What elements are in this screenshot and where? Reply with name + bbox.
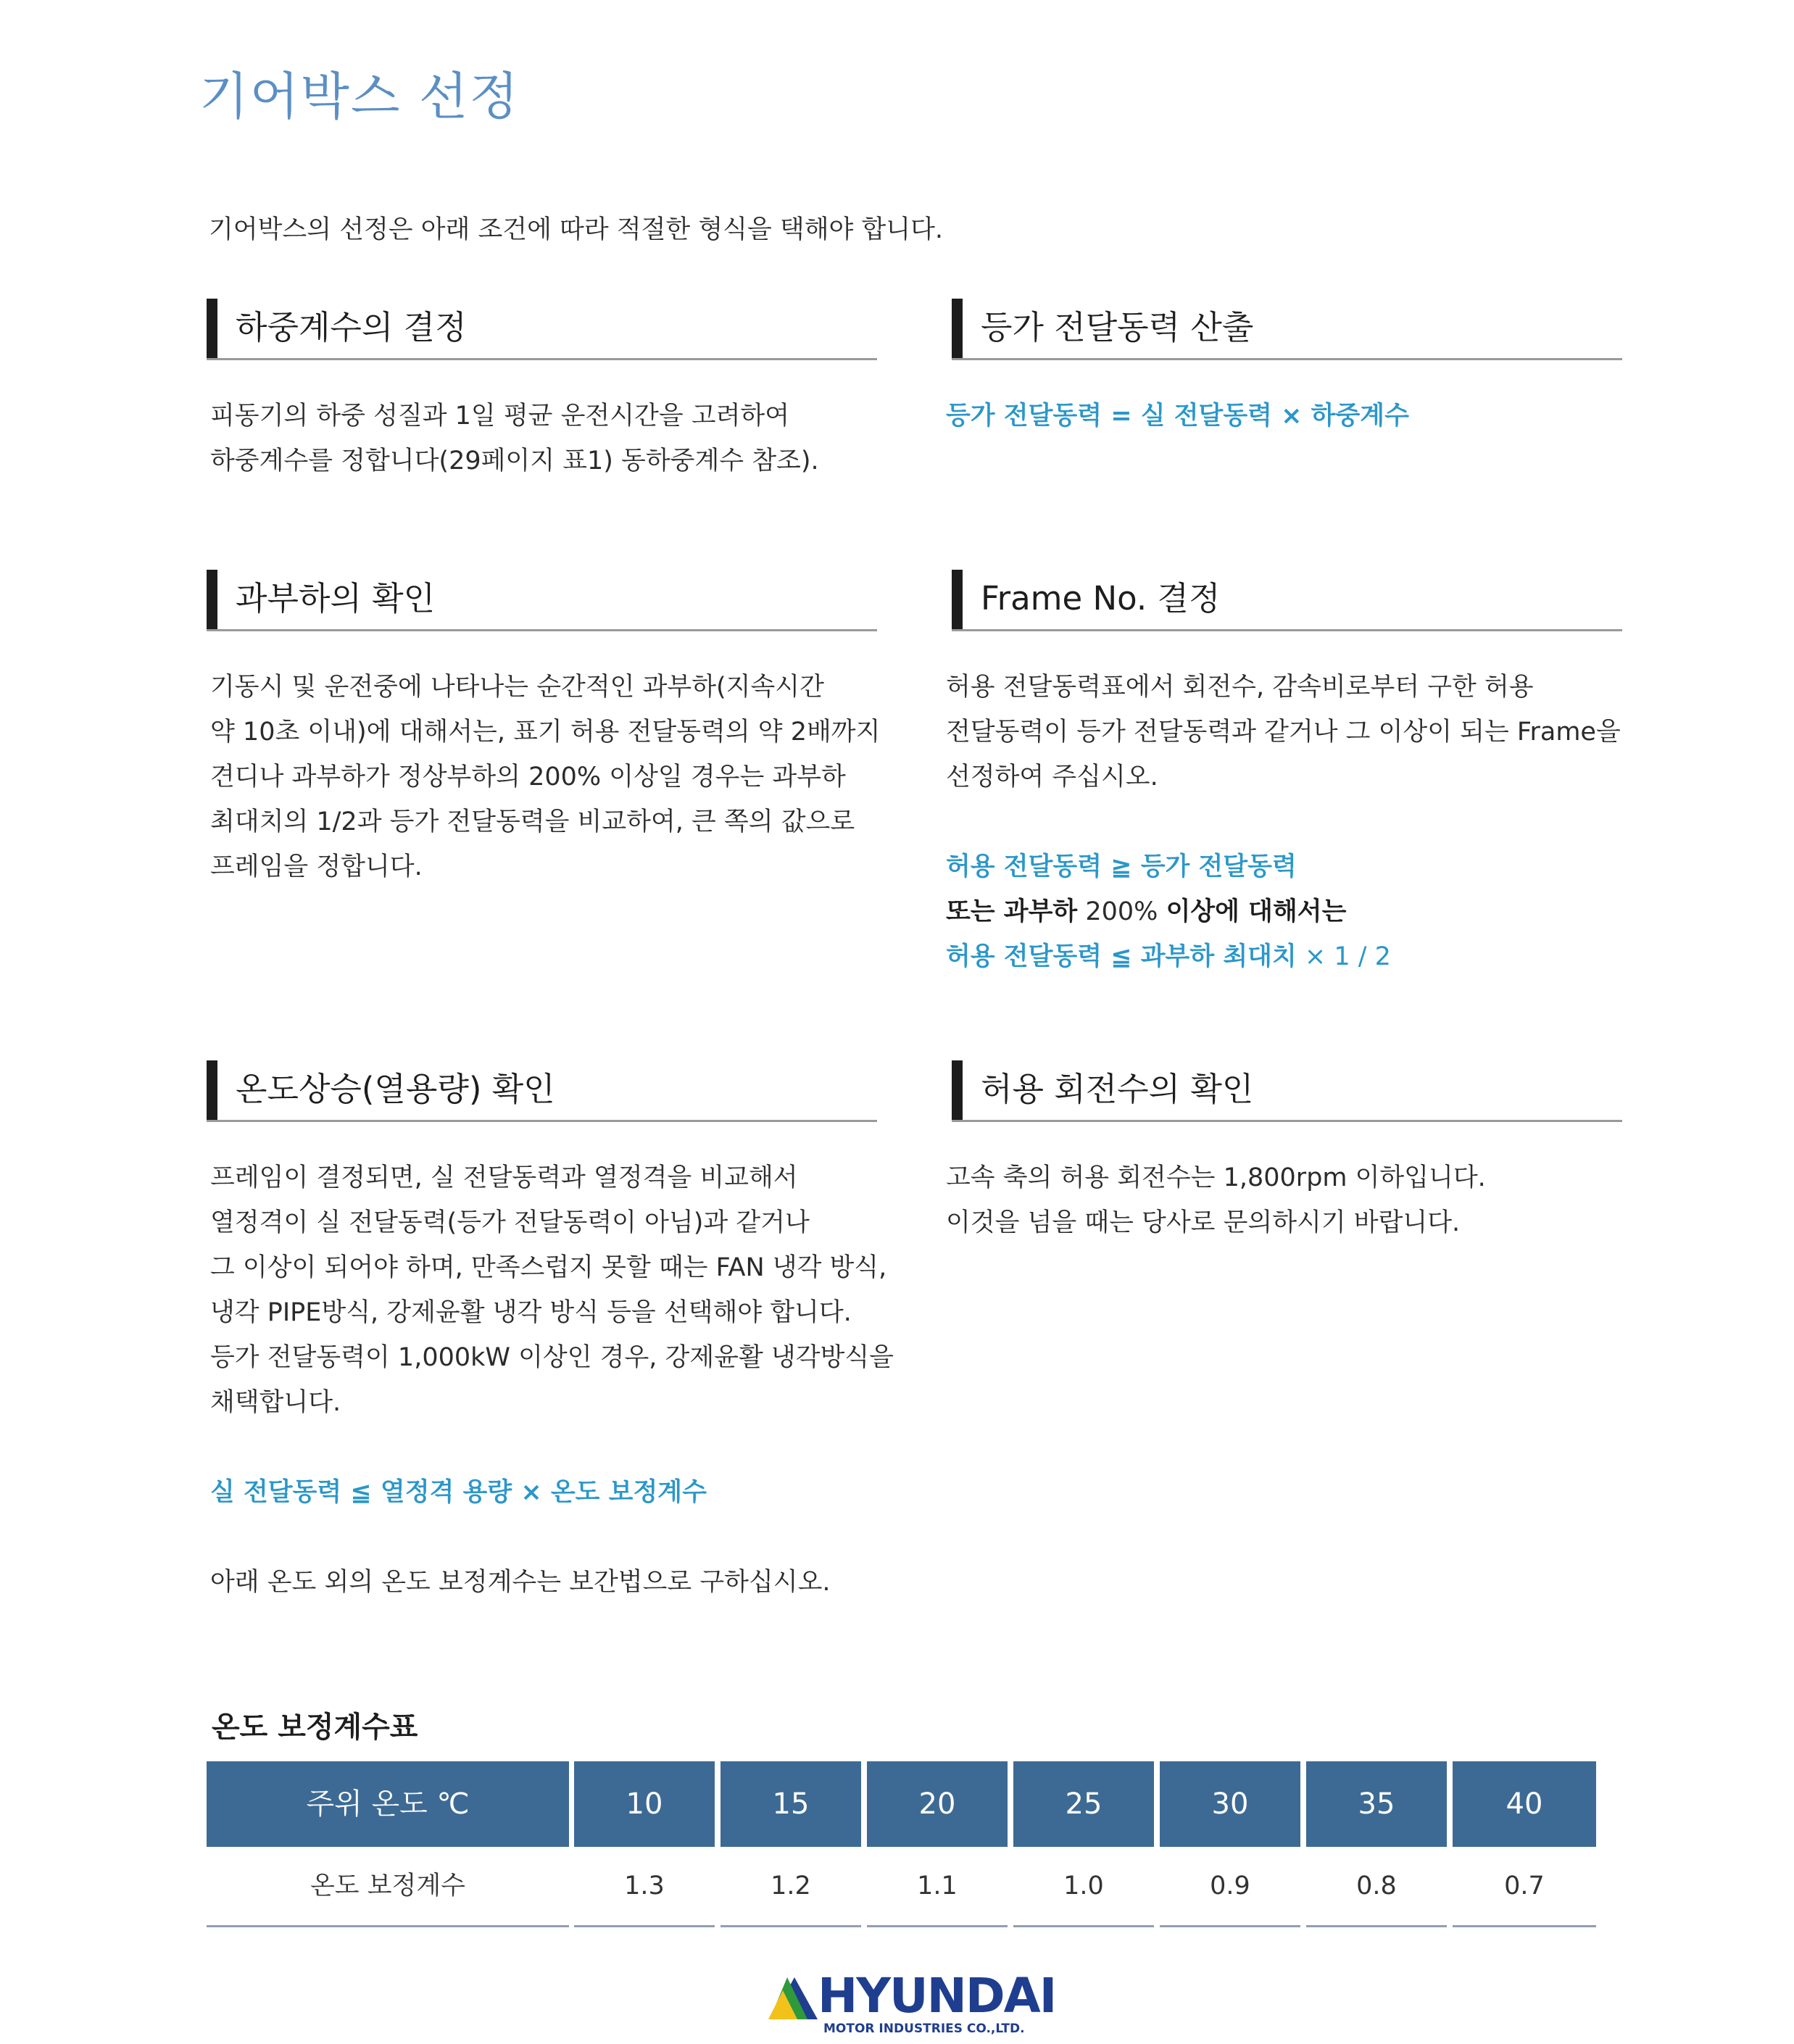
heading-bar [952,299,963,358]
text-line: 냉각 PIPE방식, 강제윤활 냉각 방식 등을 선택해야 합니다. [210,1298,852,1327]
spacer [210,1515,894,1560]
formula-main: 허용 전달동력 ≦ 과부하 최대치 [946,942,1297,971]
factor-cell: 0.8 [1306,1847,1447,1927]
factor-cell: 1.0 [1013,1847,1154,1927]
factor-cell: 0.7 [1453,1847,1596,1927]
note-value: 200% [1077,897,1166,926]
spacer [210,1425,894,1470]
text-line: 프레임이 결정되면, 실 전달동력과 열정격을 비교해서 [210,1163,798,1192]
heading-bar [207,570,217,629]
section-heading-frame-no [952,570,1622,631]
formula-tail: × 1 / 2 [1296,942,1391,971]
header-temp: 40 [1453,1761,1596,1847]
header-temp: 20 [867,1761,1008,1847]
text-line: 선정하여 주십시오. [946,763,1158,792]
heading-text: Frame No. 결정 [981,579,1221,618]
heading-bar [952,1060,963,1120]
spacer [946,799,1621,844]
note-prefix: 또는 과부하 [946,897,1078,926]
heading-bar [207,1060,217,1120]
factor-cell: 1.3 [574,1847,715,1927]
formula-thermal: 실 전달동력 ≦ 열정격 용량 × 온도 보정계수 [210,1478,707,1507]
formula-allowable-power: 허용 전달동력 ≧ 등가 전달동력 [946,852,1297,881]
heading-bar [207,299,217,358]
section-heading-overload [207,570,877,631]
note-suffix: 이상에 대해서는 [1166,897,1347,926]
interpolation-note: 아래 온도 외의 온도 보정계수는 보간법으로 구하십시오. [210,1568,831,1597]
logo-wordmark: HYUNDAI [818,1968,1056,2024]
text-line: 이것을 넘을 때는 당사로 문의하시기 바랍니다. [946,1208,1461,1237]
heading-bar [952,570,963,629]
logo-triangle-icon [768,1976,819,2021]
text-line: 허용 전달동력표에서 회전수, 감속비로부터 구한 허용 [946,673,1534,702]
overload-body [210,665,880,889]
heading-text: 등가 전달동력 산출 [981,308,1254,346]
text-line: 전달동력이 등가 전달동력과 같거나 그 이상이 되는 Frame을 [946,718,1621,747]
text-line: 등가 전달동력이 1,000kW 이상인 경우, 강제윤활 냉각방식을 [210,1343,894,1372]
text-line: 견디나 과부하가 정상부하의 200% 이상일 경우는 과부하 [210,763,846,792]
text-line: 그 이상이 되어야 하며, 만족스럽지 못할 때는 FAN 냉각 방식, [210,1253,887,1282]
overload-note [946,889,1621,934]
logo-subtitle: MOTOR INDUSTRIES CO.,LTD. [823,2022,1025,2036]
text-line: 약 10초 이내)에 대해서는, 표기 허용 전달동력의 약 2배까지 [210,718,881,747]
equivalent-power-body [946,394,1409,439]
section-heading-speed [952,1060,1622,1122]
text-line: 기동시 및 운전중에 나타나는 순간적인 과부하(지속시간 [210,673,824,702]
text-line: 열정격이 실 전달동력(등가 전달동력이 아님)과 같거나 [210,1208,810,1237]
frame-no-body [946,665,1621,979]
text-line: 고속 축의 허용 회전수는 1,800rpm 이하입니다. [946,1163,1486,1192]
text-line: 최대치의 1/2과 등가 전달동력을 비교하여, 큰 쪽의 값으로 [210,807,855,836]
speed-body [946,1155,1486,1245]
section-heading-load-factor [207,299,877,360]
intro-text: 기어박스의 선정은 아래 조건에 따라 적절한 형식을 택해야 합니다. [209,215,944,244]
header-temp: 35 [1306,1761,1447,1847]
header-temp: 15 [720,1761,861,1847]
text-line: 프레임을 정합니다. [210,852,423,881]
row-label: 온도 보정계수 [207,1847,569,1927]
header-temp: 25 [1013,1761,1154,1847]
text-line: 하중계수를 정합니다(29페이지 표1) 동하중계수 참조). [210,446,819,475]
section-heading-temperature [207,1060,877,1122]
page-title: 기어박스 선정 [199,67,520,126]
header-temp: 10 [574,1761,715,1847]
factor-cell: 0.9 [1160,1847,1300,1927]
heading-text: 온도상승(열용량) 확인 [236,1070,555,1108]
section-heading-equivalent-power [952,299,1622,360]
factor-cell: 1.1 [867,1847,1008,1927]
formula-overload [946,934,1621,979]
text-line: 채택합니다. [210,1388,341,1417]
text-line: 피동기의 하중 성질과 1일 평균 운전시간을 고려하여 [210,402,790,431]
heading-text: 하중계수의 결정 [236,308,467,346]
header-temp: 30 [1160,1761,1300,1847]
heading-text: 허용 회전수의 확인 [981,1070,1254,1108]
heading-text: 과부하의 확인 [236,579,436,618]
hyundai-logo [768,1968,1056,2039]
temperature-body [210,1155,894,1605]
formula-equivalent-power: 등가 전달동력 = 실 전달동력 × 하중계수 [946,402,1409,431]
header-label: 주위 온도 ℃ [207,1761,569,1847]
load-factor-body [210,394,819,483]
table-title: 온도 보정계수표 [212,1711,418,1744]
factor-cell: 1.2 [720,1847,861,1927]
